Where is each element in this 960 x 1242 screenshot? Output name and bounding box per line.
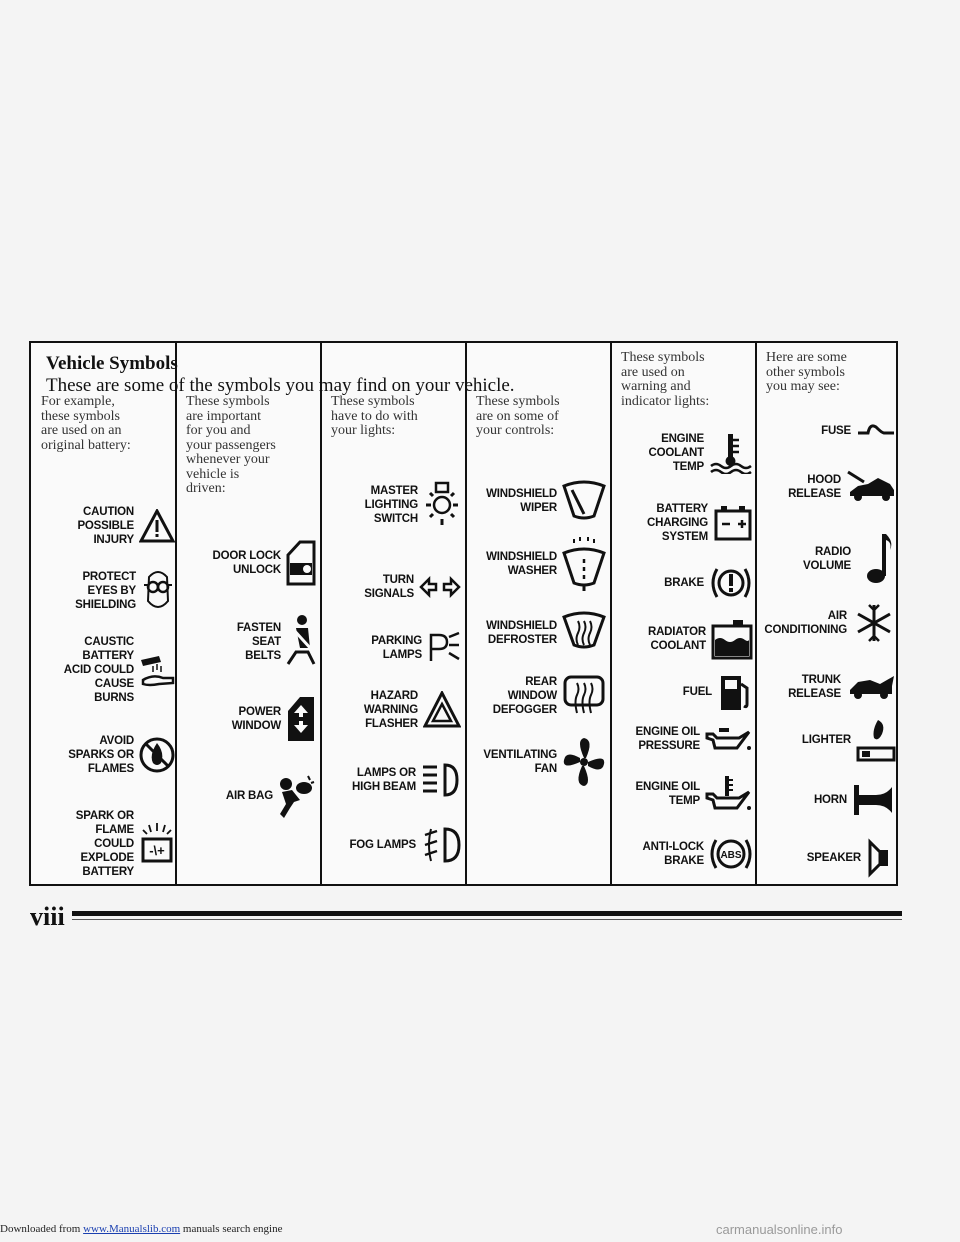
symbol-fuel — [611, 667, 753, 717]
section-subtitle: These are some of the symbols you may find on your vehicle. — [46, 375, 515, 396]
symbol-label: FASTEN SEAT BELTS — [236, 622, 281, 662]
symbol-label: LAMPS OR HIGH BEAM — [351, 767, 416, 793]
parking-lamps-icon — [427, 631, 461, 665]
symbol-label: POWER WINDOW — [231, 706, 281, 732]
symbol-label: AIR CONDITIONING — [764, 610, 847, 636]
page-number: viii — [30, 902, 65, 931]
symbol-label: DOOR LOCK UNLOCK — [212, 550, 281, 576]
symbol-label: WINDSHIELD WASHER — [486, 551, 557, 577]
oil-temp-icon — [705, 774, 753, 814]
banner-prefix: Downloaded from — [0, 1223, 84, 1235]
symbol-battery-charging — [611, 498, 753, 548]
column-intro: These symbols are important for you and your passengers whenever your vehicle is driven: — [186, 394, 276, 496]
symbol-label: SPARK OR FLAME COULD EXPLODE BATTERY — [75, 810, 134, 878]
watermark: carmanualsonline.info — [716, 1222, 843, 1237]
symbol-speaker — [756, 835, 896, 881]
symbol-label: BATTERY CHARGING SYSTEM — [646, 503, 708, 543]
speaker-icon — [866, 838, 896, 878]
symbol-rear-defogger — [466, 665, 606, 727]
symbol-label: CAUSTIC BATTERY ACID COULD CAUSE BURNS — [63, 636, 134, 704]
symbol-spark-explode — [31, 805, 175, 883]
symbol-label: AIR BAG — [225, 790, 273, 802]
section-title: Vehicle Symbols — [46, 353, 178, 374]
symbol-label: MASTER LIGHTING SWITCH — [364, 485, 418, 525]
symbol-avoid-sparks — [31, 727, 175, 783]
symbol-seat-belts — [176, 611, 316, 673]
symbol-fuse — [756, 411, 896, 451]
symbol-label: AVOID SPARKS OR FLAMES — [68, 735, 134, 775]
caution-triangle-icon — [139, 509, 175, 543]
hazard-triangle-icon — [423, 691, 461, 729]
column-intro: These symbols are used on warning and indicator lights: — [621, 350, 710, 409]
symbol-label: WINDSHIELD DEFROSTER — [486, 620, 557, 646]
oil-can-icon — [705, 724, 753, 754]
fuse-icon — [856, 421, 896, 441]
rear-defogger-icon — [562, 673, 606, 719]
symbol-ventilating-fan — [466, 731, 606, 793]
symbol-label: TURN SIGNALS — [364, 574, 414, 600]
symbol-label: ENGINE OIL PRESSURE — [635, 726, 700, 752]
seat-belt-icon — [286, 614, 316, 670]
banner-suffix: manuals search engine — [180, 1223, 283, 1235]
symbol-label: RADIO VOLUME — [803, 546, 851, 572]
symbol-label: PROTECT EYES BY SHIELDING — [75, 571, 136, 611]
master-lighting-icon — [423, 481, 461, 529]
symbol-radio-volume — [756, 527, 896, 591]
symbol-label: REAR WINDOW DEFOGGER — [492, 676, 557, 716]
brake-icon — [709, 563, 753, 603]
fog-lamps-icon — [421, 825, 461, 865]
svg-text:-\+: -\+ — [149, 843, 165, 858]
washer-icon — [562, 535, 606, 593]
column-intro: These symbols have to do with your lights: — [331, 394, 418, 438]
abs-badge: ABS — [720, 850, 742, 861]
lighter-icon — [856, 714, 896, 766]
no-flame-icon — [139, 737, 175, 773]
column-intro: For example, these symbols are used on an original battery: — [41, 394, 131, 453]
defroster-icon — [562, 611, 606, 655]
symbol-label: ENGINE COOLANT TEMP — [648, 433, 704, 473]
symbol-engine-coolant-temp — [611, 427, 753, 479]
column-intro: Here are some other symbols you may see: — [766, 350, 847, 394]
symbol-label: SPEAKER — [806, 852, 861, 864]
trunk-release-icon — [846, 672, 896, 702]
symbol-protect-eyes — [31, 561, 175, 621]
symbol-label: HAZARD WARNING FLASHER — [363, 690, 418, 730]
symbol-label: CAUTION POSSIBLE INJURY — [77, 506, 134, 546]
symbol-windshield-wiper — [466, 476, 606, 526]
symbols-panel — [29, 341, 898, 886]
symbol-label: HORN — [813, 794, 847, 806]
symbol-turn-signals — [321, 565, 461, 609]
symbol-parking-lamps — [321, 625, 461, 671]
symbol-label: FUSE — [821, 425, 851, 437]
symbol-label: PARKING LAMPS — [371, 635, 422, 661]
snowflake-icon — [852, 601, 896, 645]
symbol-trunk-release — [756, 661, 896, 713]
symbol-label: WINDSHIELD WIPER — [486, 488, 557, 514]
face-goggles-icon — [141, 567, 175, 615]
manualslib-link[interactable]: www.Manualslib.com — [83, 1223, 181, 1235]
footer-rule — [72, 911, 902, 916]
air-bag-icon — [278, 772, 316, 820]
hood-release-icon — [846, 470, 896, 504]
fuel-pump-icon — [717, 672, 753, 712]
symbol-fog-lamps — [321, 821, 461, 869]
download-banner — [0, 1223, 282, 1235]
symbol-hazard — [321, 683, 461, 737]
acid-hand-icon — [139, 650, 175, 690]
symbol-label: HOOD RELEASE — [788, 474, 841, 500]
symbol-caution-injury — [31, 498, 175, 554]
symbol-master-lighting — [321, 479, 461, 531]
symbol-label: TRUNK RELEASE — [788, 674, 841, 700]
door-lock-icon — [286, 539, 316, 587]
horn-icon — [852, 783, 896, 817]
symbol-brake — [611, 561, 753, 605]
coolant-temp-icon — [709, 432, 753, 474]
battery-spark-icon — [139, 822, 175, 866]
symbol-lighter — [756, 711, 896, 769]
symbol-windshield-defroster — [466, 607, 606, 659]
symbol-windshield-washer — [466, 531, 606, 597]
symbol-label: FUEL — [682, 686, 712, 698]
symbol-hood-release — [756, 461, 896, 513]
turn-signals-icon — [419, 576, 461, 598]
symbol-door-lock — [176, 538, 316, 588]
symbol-label: ENGINE OIL TEMP — [635, 781, 700, 807]
symbol-high-beam — [321, 757, 461, 803]
wiper-icon — [562, 480, 606, 522]
symbol-oil-pressure — [611, 717, 753, 761]
symbol-oil-temp — [611, 769, 753, 819]
symbol-label: RADIATOR COOLANT — [647, 626, 706, 652]
symbol-air-conditioning — [756, 595, 896, 651]
music-note-icon — [856, 530, 896, 588]
column-intro: These symbols are on some of your controls: — [476, 394, 560, 438]
symbol-label: FOG LAMPS — [349, 839, 416, 851]
symbol-caustic-acid — [31, 631, 175, 709]
symbol-label: VENTILATING FAN — [483, 749, 557, 775]
symbol-air-bag — [176, 768, 316, 824]
high-beam-icon — [421, 761, 461, 799]
symbol-anti-lock-brake — [611, 831, 753, 877]
symbol-horn — [756, 779, 896, 821]
symbol-label: ANTI-LOCK BRAKE — [642, 841, 704, 867]
abs-icon — [709, 834, 753, 874]
footer-rule-thin — [72, 919, 902, 920]
symbol-label: LIGHTER — [801, 734, 851, 746]
symbol-radiator-coolant — [611, 611, 753, 667]
radiator-icon — [711, 618, 753, 660]
battery-icon — [713, 504, 753, 542]
power-window-icon — [286, 695, 316, 743]
symbol-power-window — [176, 692, 316, 746]
fan-icon — [562, 736, 606, 788]
symbol-label: BRAKE — [664, 577, 704, 589]
